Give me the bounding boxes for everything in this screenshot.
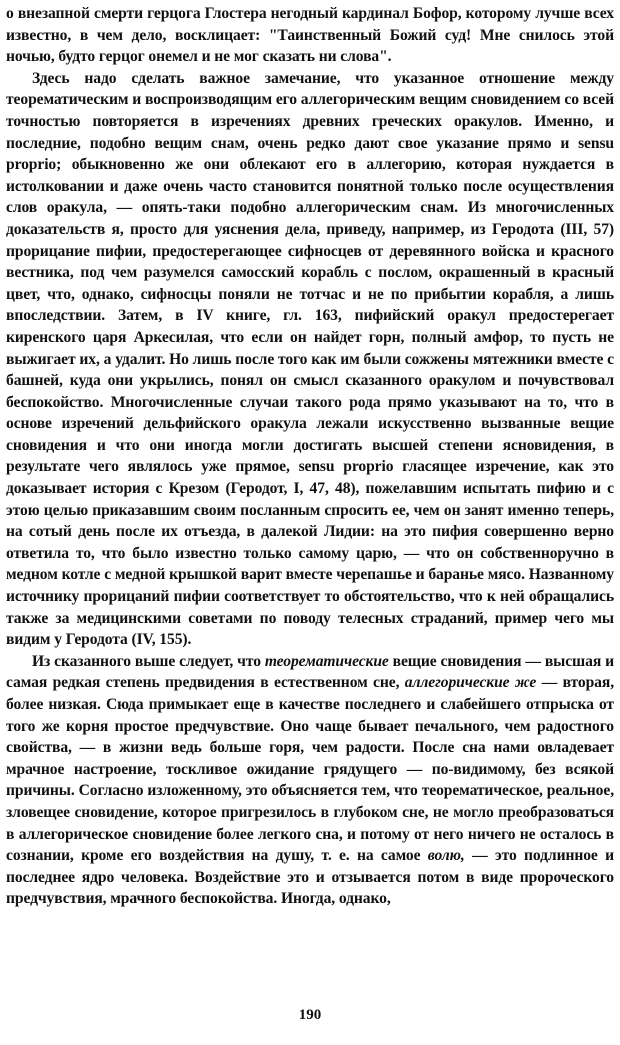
paragraph-3-italic-3: волю, [427, 847, 465, 865]
paragraph-3-text-4: — это подлинное и последнее ядро человека. Воздействие это и отзывается потом в виде пророческого предчувствия, мрачного беспокойства. Иногда, однако, [6, 847, 614, 908]
paragraph-3-text-2: вещие сновидения — высшая и самая редкая степень предвидения в естественном сне, [6, 652, 614, 692]
paragraph-3 [6, 651, 614, 910]
paragraph-1: о внезапной смерти герцога Глостера негодный кардинал Бофор, которому лучше всех известно, в чем дело, восклицает: "Таинственный Божий суд! Мне снилось этой ночью, будто герцог онемел и не мог сказать ни слова". [6, 5, 614, 66]
paragraph-3-text-1: Из сказанного выше следует, что [32, 652, 265, 670]
paragraph-3-text-3: — вторая, более низкая. Сюда примыкает еще в качестве последнего и слабейшего отпрыска от того же корня простое предчувствие. Оно чаще бывает печального, чем радостного свойства, — в жизни ведь больше горя, чем радости. После сна нами овладевает мрачное настроение, тоскливое ожидание грядущего — по-видимому, без всякой причины. Согласно изложенному, это объясняется тем, что теорематическое, реальное, зловещее сновидение, которое пригрезилось в глубоком сне, не могло преобразоваться в аллегорическое сновидение более легкого сна, и потому от него ничего не осталось в сознании, кроме его воздействия на душу, т. е. на самое [6, 674, 615, 865]
page-number: 190 [298, 1007, 322, 1023]
paragraph-2: Здесь надо сделать важное замечание, что указанное отношение между теорематическим и воспроизводящим его аллегорическим вещим сновидением со всей точностью повторяется в изречениях древних греческих оракулов. Именно, и последние, подобно вещим снам, очень редко дают свое указание прямо и sensu proprio; обыкновенно же они облекают его в аллегорию, которая нуждается в истолковании и даже очень часто становится понятной только после осуществления слов оракула, — опять-таки подобно аллегорическим снам. Из многочисленных доказательств я, просто для уяснения дела, приведу, например, из Геродота (III, 57) прорицание пифии, предостерегающее сифносцев от деревянного войска и красного вестника, под чем разумелся самосский корабль с послом, окрашенный в красный цвет, что, однако, сифносцы поняли не тотчас и не по прибытии корабля, а лишь впоследствии. Затем, в IV книге, гл. 163, пифийский оракул предостерегает киренского царя Аркесилая, что если он найдет горн, полный амфор, то пусть не выжигает их, а удалит. Но лишь после того как им были сожжены мятежники вместе с башней, куда они укрылись, понял он смысл сказанного оракулом и почувствовал беспокойство. Многочисленные случаи такого рода прямо указывают на то, что в основе изречений дельфийского оракула лежали искусственно вызванные вещие сновидения и что они иногда могли достигать высшей степени ясновидения, в результате чего являлось уже прямое, sensu proprio гласящее изречение, как это доказывает история с Крезом (Геродот, I, 47, 48), пожелавшим испытать пифию и с этою целью приказавшим своим посланным спросить ее, чем он занят именно теперь, на сотый день после их отъезда, в далекой Лидии: на это пифия совершенно верно ответила то, что было известно только самому царю, — что он собственноручно в медном котле с медной крышкой варит вместе черепашье и баранье мясо. Названному источнику прорицаний пифии соответствует то обстоятельство, что к ней обращались также за медицинскими советами по поводу телесных страданий, пример чего мы видим у Геродота (IV, 155). [6, 69, 614, 649]
page-body [6, 3, 614, 910]
paragraph-3-italic-2: аллегорические же [404, 674, 537, 692]
paragraph-3-italic-1: теорематические [264, 652, 389, 670]
